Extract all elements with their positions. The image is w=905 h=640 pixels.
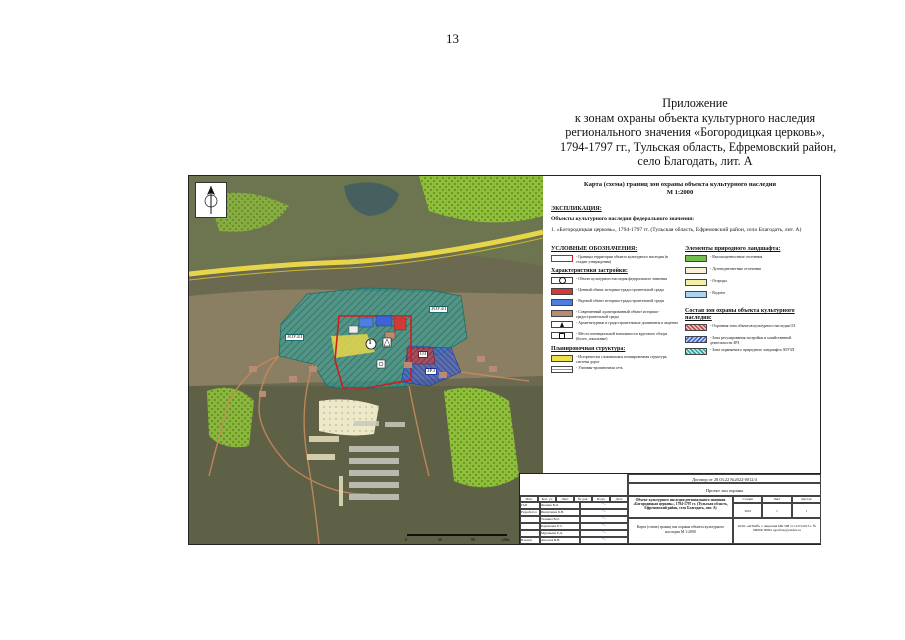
map-sheet (188, 175, 821, 545)
zones-heading: Состав зон охраны объекта культурного наследия: (685, 308, 795, 321)
signature-cell: 〜 (580, 509, 628, 516)
legend-swatch (685, 324, 707, 331)
planning-heading: Планировочная структура: (551, 346, 626, 352)
signature-cell: 〜 (580, 502, 628, 509)
legend-item (551, 255, 679, 264)
legend-swatch (685, 255, 707, 262)
stage-value-cell: 1 (762, 503, 791, 518)
explication-heading: ЭКСПЛИКАЦИЯ: (551, 206, 602, 212)
signer-name: Антонов В.Н. (540, 537, 580, 544)
legend-swatch (551, 310, 573, 317)
legend-swatch (685, 279, 707, 286)
map-svg (189, 176, 543, 544)
legend-title (545, 181, 815, 197)
stage-value-row (733, 503, 821, 518)
signer-role: ГАП (520, 502, 540, 509)
building-heading: Характеристики застройки: (551, 268, 628, 274)
signer-role: Разработал (520, 509, 540, 516)
object-number: 1 (368, 339, 372, 346)
signer-role (520, 530, 540, 537)
appendix-line: село Благодать, лит. А (637, 154, 753, 169)
legend-item-label: - Места потенциальной возможности кругового обзора (более, локальные) (576, 332, 668, 341)
legend-swatch (551, 255, 573, 262)
signer-row (520, 502, 628, 509)
signer-name: Карпычева Е.С. (540, 523, 580, 530)
legend-swatch (551, 277, 573, 284)
legend-item-label: - Современный адаптированный объект историко-градостроительной среды (576, 310, 660, 319)
stamp-header-cell: Подп. (592, 496, 610, 502)
stamp-header-cell: Кол. уч (538, 496, 556, 502)
appendix-line: 1794-1797 гг., Тульская область, Ефремовский район, (560, 139, 837, 154)
stage-header-row (733, 496, 821, 503)
legend-swatch (685, 291, 707, 298)
legend-item-label: - Уличная-тропиночная сеть (576, 366, 623, 370)
viewpoint-marker-icon (559, 333, 565, 339)
signer-row (520, 523, 628, 530)
signer-row (520, 509, 628, 516)
stage-header-cell: Листов (792, 496, 821, 503)
legend-item (551, 366, 679, 373)
north-arrow-icon (195, 182, 227, 218)
signature-cell: 〜 (580, 516, 628, 523)
stage-header-cell: Лист (762, 496, 791, 503)
legend-item-label: - Огороды (710, 279, 727, 283)
object-marker-icon (559, 277, 566, 284)
legend-swatch (685, 336, 707, 343)
legend-item (685, 279, 813, 286)
legend-swatch (551, 332, 573, 339)
legend-item-label: - Границы территории объекта культурного наследия (в стадии утверждения) (576, 255, 668, 264)
legend-swatch (551, 299, 573, 306)
scale-tick: 120м (501, 537, 510, 542)
legend-item-label: - Зона охраняемого природного ландшафта ЗОУЗЛ (710, 348, 795, 352)
legend-item (685, 267, 813, 274)
scale-bar (407, 534, 509, 542)
legend-item (685, 348, 813, 355)
signature-cell: 〜 (580, 537, 628, 544)
legend-item (551, 299, 679, 306)
stamp-header-cell: Лист (556, 496, 574, 502)
signer-row (520, 537, 628, 544)
scale-tick: 40 (438, 537, 442, 542)
signer-role: Н.контр (520, 537, 540, 544)
legend-item-label: - Ценный объект историко-градостроительной среды (576, 288, 664, 292)
legend-item-label: - Зона регулирования застройки и хозяйственной деятельности ЗРЗ (710, 336, 792, 345)
legend-scale: М 1:2000 (666, 189, 694, 196)
title-block (519, 473, 821, 544)
conventions-heading: УСЛОВНЫЕ ОБОЗНАЧЕНИЯ: (551, 246, 638, 252)
page-number: 13 (446, 31, 459, 46)
legend-item-label: - Охранная зона объектов культурного наследия ОЗ (710, 324, 796, 328)
legend-swatch (551, 321, 573, 328)
signer-name: Фокина В.О. (540, 502, 580, 509)
legend-item (551, 332, 679, 341)
legend-item (551, 321, 679, 328)
legend-item (551, 288, 679, 295)
federal-heading: Объекты культурного наследия федерального значения: (551, 216, 695, 222)
map-legend (545, 176, 820, 471)
contract-cell: Договор от 28.03.22 №2022-0012/4 (628, 474, 821, 483)
stamp-header-cell: Изм. (520, 496, 538, 502)
legend-item (685, 324, 813, 331)
federal-item: 1. «Богородицкая церковь», 1794-1797 гг. (Тульская область, Ефремовский район, село Благодать, лит. А) (551, 227, 802, 233)
legend-swatch (551, 355, 573, 362)
object-desc-cell: Объект культурного наследия регионального значения «Богородицкая церковь», 1794-1797 гг. (Тульская область, Ефремовский район, село Благодать, лит. А) (628, 496, 733, 518)
legend-swatch (551, 366, 573, 373)
stamp-header-cell: № док. (574, 496, 592, 502)
scale-tick: 0 (405, 537, 407, 542)
stage-header-cell: Стадия (733, 496, 762, 503)
legend-swatch (551, 288, 573, 295)
legend-item (551, 355, 679, 364)
legend-item (685, 336, 813, 345)
appendix-heading (560, 96, 837, 169)
aerial-map (189, 176, 543, 544)
zone-label-oz: ОЗ (420, 352, 427, 357)
sheet-title-cell: Карта (схема) границ зон охраны объекта культурного наследия М 1:2000 (628, 518, 733, 544)
legend-item-label: - Архитектурные и градостроительные доминанты и акценты (576, 321, 679, 325)
signer-name: Талкина В.О. (540, 516, 580, 523)
signers-list (520, 502, 628, 544)
appendix-line: Приложение (662, 96, 728, 110)
signer-role (520, 516, 540, 523)
legend-item-label: - Высокоценностные отсечения (710, 255, 763, 259)
signer-name: Ившуткина Б.Н. (540, 509, 580, 516)
signer-role (520, 523, 540, 530)
org-cell: ООО «АГРАЙ» г. лицензия МК 598 от 12.03.2013 г. № МКРФ 00861 agraifon@yandex.ru (733, 518, 821, 544)
signer-name: Муравьева Е.Д. (540, 530, 580, 537)
legend-item-label: - Объект культурного наследия федерального значения (576, 277, 667, 281)
signature-cell: 〜 (580, 530, 628, 537)
dominant-marker-icon (560, 322, 564, 327)
legend-title-line: Карта (схема) границ зон охраны объекта культурного наследия (583, 181, 777, 188)
legend-item (551, 310, 679, 319)
legend-item (685, 255, 813, 262)
stage-value-cell: ЗОО (733, 503, 762, 518)
stage-value-cell: 1 (792, 503, 821, 518)
appendix-line: к зонам охраны объекта культурного наследия (574, 110, 816, 125)
signer-row (520, 516, 628, 523)
stamp-empty (520, 474, 628, 496)
stamp-header-cell: Дата (610, 496, 628, 502)
appendix-line: регионального значения «Богородицкая церковь», (565, 125, 825, 140)
scale-tick: 80 (471, 537, 475, 542)
landscape-heading: Элементы природного ландшафта: (685, 246, 781, 252)
legend-item-label: - Рядовой объект историко-градостроительной среды (576, 299, 665, 303)
legend-item-label: - Луговоднесветные отсечения (710, 267, 761, 271)
legend-item-label: - Исторически сложившаяся планировочная структура, система дорог (576, 355, 668, 364)
project-cell: Проект зон охраны (628, 483, 821, 496)
zone-label-zouzl-east: ЗОУЗЛ (431, 307, 446, 312)
signer-row (520, 530, 628, 537)
legend-swatch (685, 348, 707, 355)
legend-item (685, 291, 813, 298)
zone-label-zrz: ЗРЗ (427, 369, 435, 374)
signature-cell: 〜 (580, 523, 628, 530)
legend-item (551, 277, 679, 284)
legend-swatch (685, 267, 707, 274)
zone-label-zouzl-west: ЗОУЗЛ (287, 335, 302, 340)
legend-item-label: - Водоем (710, 291, 725, 295)
